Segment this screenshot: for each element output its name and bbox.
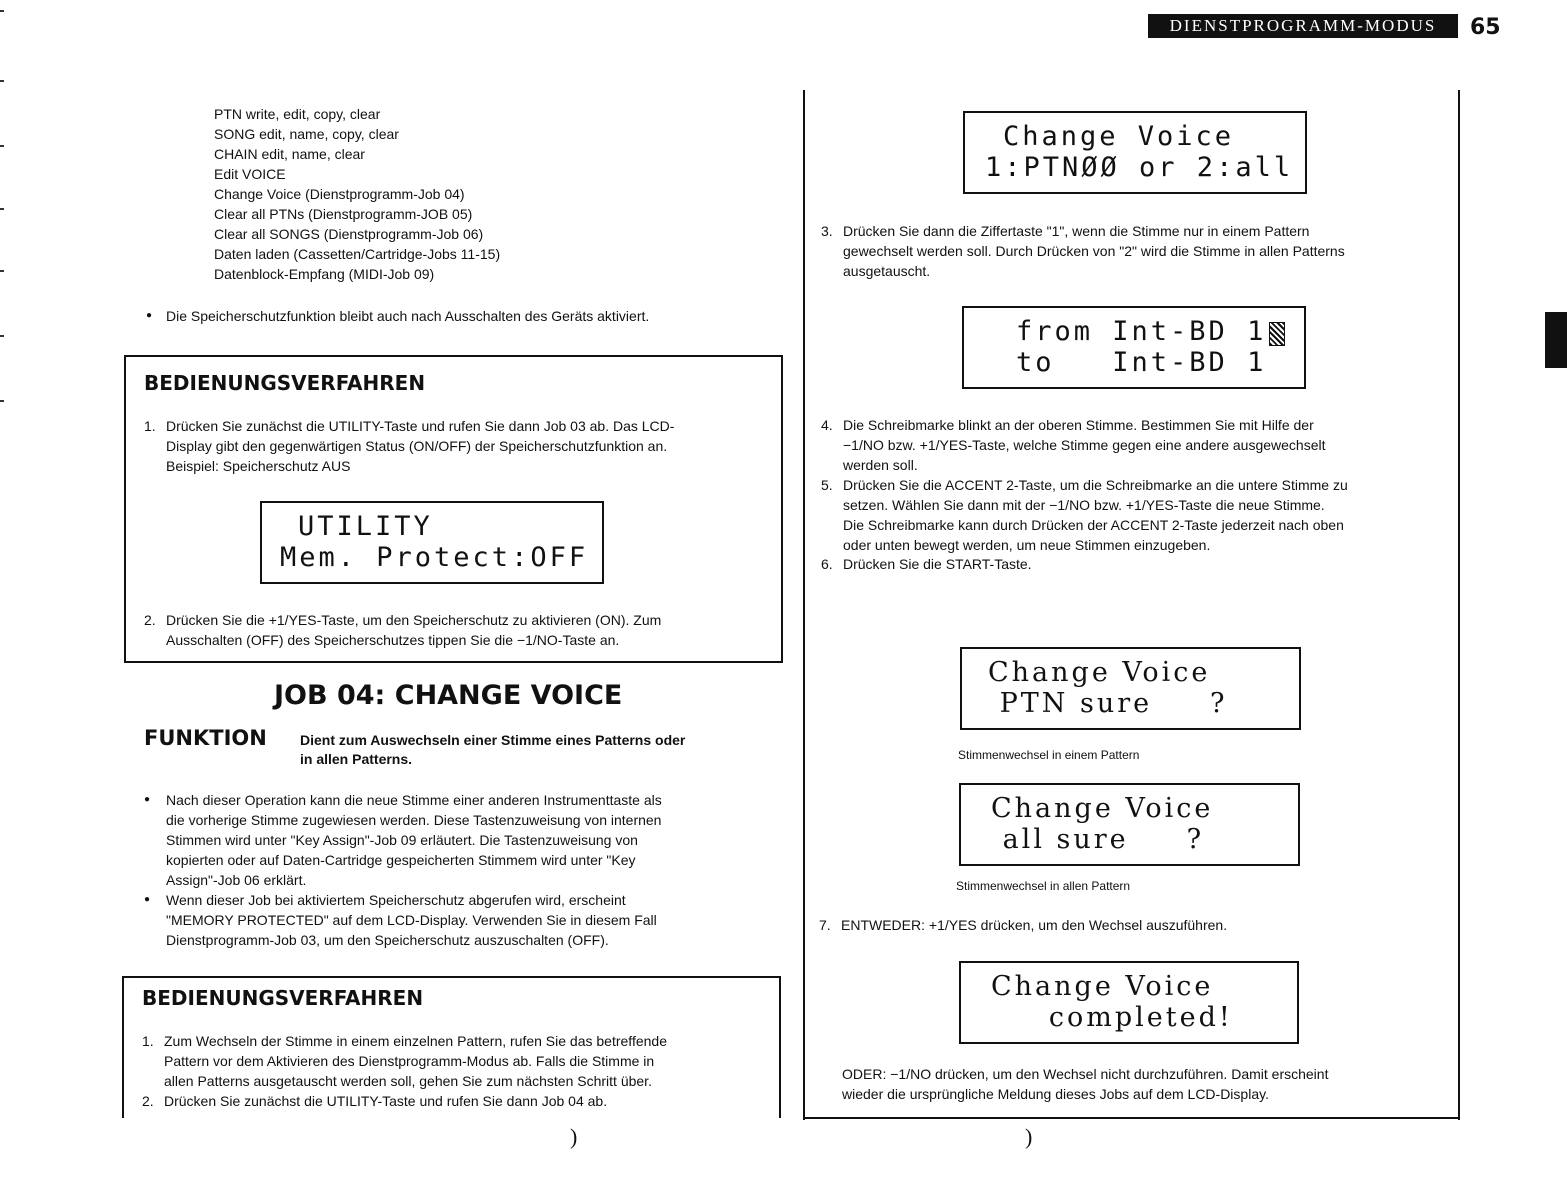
thumb-index-tab <box>1545 312 1567 368</box>
oder-paragraph <box>842 1064 1328 1104</box>
step-text-line: allen Patterns ausgetauscht werden soll, gehen Sie zum nächsten Schritt über. <box>164 1073 652 1089</box>
step-text-line: gewechselt werden soll. Durch Drücken von "2" wird die Stimme in allen Patterns <box>843 243 1345 259</box>
list-item: Daten laden (Cassetten/Cartridge-Jobs 11-15) <box>214 246 501 262</box>
step-text-line: Zum Wechseln der Stimme in einem einzelnen Pattern, rufen Sie das betreffende <box>164 1033 667 1049</box>
step-text-line: ausgetauscht. <box>843 263 931 279</box>
lcd-line-2: all sure ? <box>991 824 1205 855</box>
step-text-line: ENTWEDER: +1/YES drücken, um den Wechsel auszuführen. <box>841 917 1228 933</box>
list-item: CHAIN edit, name, clear <box>214 146 365 162</box>
lcd-line-2: Mem. Protect:OFF <box>280 542 589 573</box>
list-item: Clear all PTNs (Dienstprogramm-JOB 05) <box>214 206 473 222</box>
step-text-line: Drücken Sie zunächst die UTILITY-Taste und rufen Sie dann Job 03 ab. Das LCD- <box>166 418 675 434</box>
step-text-line: Die Schreibmarke blinkt an der oberen Stimme. Bestimmen Sie mit Hilfe der <box>843 417 1314 433</box>
step-text-line: −1/NO bzw. +1/YES-Taste, welche Stimme gegen eine andere ausgewechselt <box>843 437 1326 453</box>
step-text-line: Drücken Sie die +1/YES-Taste, um den Speicherschutz zu aktivieren (ON). Zum <box>166 612 662 628</box>
procedure-step-1 <box>144 416 764 476</box>
margin-mark <box>0 80 4 82</box>
step-number: 4. <box>821 417 833 433</box>
funktion-line: Dient zum Auswechseln einer Stimme eines Patterns oder <box>300 732 686 748</box>
lcd-line-2: to Int-BD 1 <box>1016 347 1267 378</box>
page-number: 65 <box>1470 15 1501 40</box>
procedure-title: BEDIENUNGSVERFAHREN <box>144 371 426 395</box>
step-text-line: Pattern vor dem Aktivieren des Dienstprogramm-Modus ab. Falls die Stimme in <box>164 1053 655 1069</box>
step-text-line: oder unten bewegt werden, um neue Stimmen einzugeben. <box>843 537 1211 553</box>
bullet-dot: ● <box>144 794 151 805</box>
lcd-line-1: Change Voice <box>991 971 1214 1002</box>
margin-mark <box>0 10 4 12</box>
list-item: Clear all SONGS (Dienstprogramm-Job 06) <box>214 226 484 242</box>
funktion-line: in allen Patterns. <box>300 751 413 767</box>
memory-note <box>144 306 649 326</box>
margin-mark <box>0 145 4 147</box>
procedure-step-2 <box>144 610 764 650</box>
step-3 <box>821 221 1441 281</box>
step-number: 3. <box>821 223 833 239</box>
step-text-line: Drücken Sie die ACCENT 2-Taste, um die Schreibmarke an die untere Stimme zu <box>843 477 1348 493</box>
margin-mark <box>0 400 4 402</box>
step-6 <box>821 554 1451 574</box>
step-text-line: Drücken Sie dann die Ziffertaste "1", wenn die Stimme nur in einem Pattern <box>843 223 1310 239</box>
lcd-utility-display <box>260 501 604 584</box>
oder-line: wieder die ursprüngliche Meldung dieses Jobs auf dem LCD-Display. <box>842 1086 1269 1102</box>
footer-mark: ) <box>570 1124 578 1149</box>
step-number: 6. <box>821 556 833 572</box>
list-item: Edit VOICE <box>214 166 286 182</box>
lcd-line-1: Change Voice <box>1003 121 1235 152</box>
note-text: ● Die Speicherschutzfunktion bleibt auch nach Ausschalten des Geräts aktiviert. <box>144 306 649 326</box>
bullet-1 <box>144 790 662 890</box>
step-text-line: setzen. Wählen Sie dann mit der −1/NO bzw. +1/YES-Taste die neue Stimme. <box>843 497 1325 513</box>
bullet-line: Stimmen wird unter "Key Assign"-Job 09 erläutert. Die Tastenzuweisung von <box>166 832 638 848</box>
bullet-dot: ● <box>144 894 151 905</box>
funktion-description <box>300 731 685 769</box>
step-5 <box>821 475 1451 555</box>
funktion-label: FUNKTION <box>144 726 267 750</box>
step-number: 2. <box>142 1093 154 1109</box>
step-text-line: Beispiel: Speicherschutz AUS <box>166 458 351 474</box>
bullet-line: die vorherige Stimme zugewiesen werden. Diese Tastenzuweisung von internen <box>166 812 662 828</box>
lcd-voice-from-to <box>962 306 1306 389</box>
lcd-line-1: Change Voice <box>991 793 1214 824</box>
feature-list <box>214 104 500 284</box>
bullet-line: Assign"-Job 06 erklärt. <box>166 872 307 888</box>
section-header-title: DIENSTPROGRAMM-MODUS <box>1169 16 1437 35</box>
lcd-ptn-sure <box>960 647 1301 730</box>
procedure-step-2 <box>142 1091 762 1111</box>
right-column-left-rule <box>803 90 805 1120</box>
list-item: Change Voice (Dienstprogramm-Job 04) <box>214 186 465 202</box>
bullet-line: Wenn dieser Job bei aktiviertem Speicherschutz abgerufen wird, erscheint <box>166 892 626 908</box>
margin-mark <box>0 335 4 337</box>
bullet-line: Nach dieser Operation kann die neue Stimme einer anderen Instrumenttaste als <box>166 792 662 808</box>
step-number: 7. <box>819 917 831 933</box>
list-item: Datenblock-Empfang (MIDI-Job 09) <box>214 266 435 282</box>
step-number: 1. <box>142 1033 154 1049</box>
lcd-all-sure <box>959 783 1300 866</box>
oder-line: ODER: −1/NO drücken, um den Wechsel nicht durchzuführen. Damit erscheint <box>842 1066 1329 1082</box>
bullet-line: "MEMORY PROTECTED" auf dem LCD-Display. Verwenden Sie in diesem Fall <box>166 912 657 928</box>
margin-mark <box>0 208 4 210</box>
lcd-caption: Stimmenwechsel in einem Pattern <box>958 748 1140 762</box>
step-4 <box>821 415 1451 475</box>
lcd-caption: Stimmenwechsel in allen Pattern <box>956 879 1131 893</box>
lcd-line-2: completed! <box>991 1002 1233 1033</box>
cursor-block-icon <box>1269 322 1285 346</box>
bullet-2 <box>144 890 657 950</box>
right-column-bottom-rule <box>803 1117 1460 1119</box>
step-text-line: werden soll. <box>843 457 918 473</box>
lcd-line-1: from Int-BD 1 <box>1016 316 1267 347</box>
bullet-line: Dienstprogramm-Job 03, um den Speicherschutz auszuschalten (OFF). <box>166 932 609 948</box>
margin-mark <box>0 270 4 272</box>
right-column-right-rule <box>1458 90 1460 1120</box>
procedure-step-1 <box>142 1031 762 1091</box>
step-text-line: Display gibt den gegenwärtigen Status (ON/OFF) der Speicherschutzfunktion an. <box>166 438 668 454</box>
step-text-line: Die Schreibmarke kann durch Drücken der ACCENT 2-Taste jederzeit nach oben <box>843 517 1344 533</box>
step-text-line: Ausschalten (OFF) des Speicherschutzes tippen Sie die −1/NO-Taste an. <box>166 632 620 648</box>
step-7 <box>819 915 1449 935</box>
bullet-line: kopierten oder auf Daten-Cartridge gespeicherten Stimmem wird unter "Key <box>166 852 636 868</box>
lcd-change-voice-select <box>963 111 1307 194</box>
footer-mark: ) <box>1025 1124 1033 1149</box>
step-number: 5. <box>821 477 833 493</box>
lcd-line-1: UTILITY <box>298 511 433 542</box>
list-item: SONG edit, name, copy, clear <box>214 126 399 142</box>
job-title: JOB 04: CHANGE VOICE <box>274 680 623 711</box>
step-text-line: Drücken Sie die START-Taste. <box>843 556 1032 572</box>
lcd-line-1: Change Voice <box>988 657 1211 688</box>
step-text-line: Drücken Sie zunächst die UTILITY-Taste und rufen Sie dann Job 04 ab. <box>164 1093 608 1109</box>
lcd-line-2: PTN sure ? <box>988 688 1228 719</box>
step-number: 2. <box>144 612 156 628</box>
procedure-title: BEDIENUNGSVERFAHREN <box>142 986 424 1010</box>
list-item: PTN write, edit, copy, clear <box>214 106 381 122</box>
step-number: 1. <box>144 418 156 434</box>
lcd-completed <box>959 961 1299 1044</box>
lcd-line-2: 1:PTNØØ or 2:all <box>985 152 1294 183</box>
